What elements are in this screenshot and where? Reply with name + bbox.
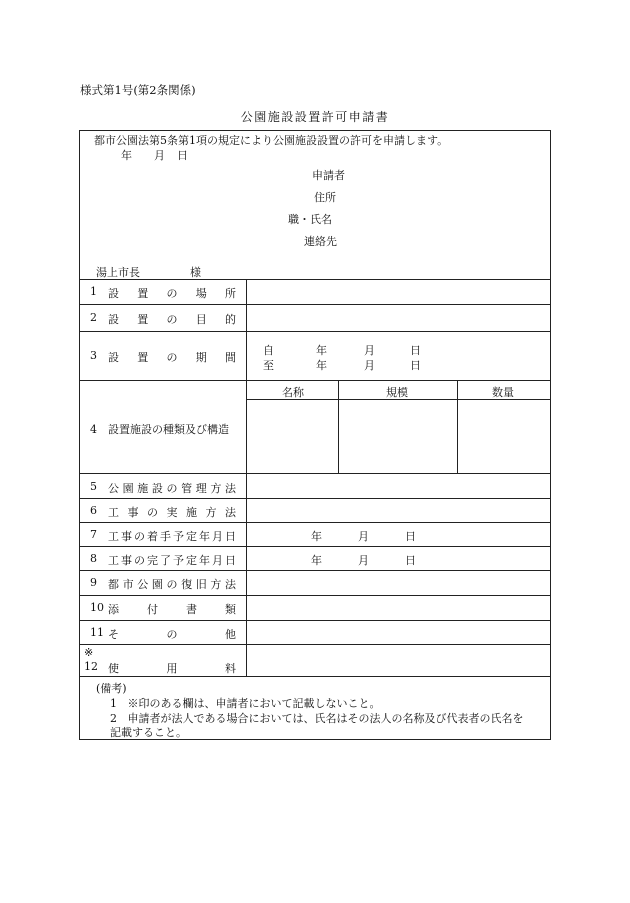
row-construction-method	[90, 504, 108, 517]
row-construction-method-label: 工 事 の 実 施 方 法	[108, 506, 236, 519]
row-management	[90, 480, 108, 493]
row-number: 8	[90, 552, 97, 565]
row-start-date	[90, 528, 108, 541]
row-other-label: そ の 他	[108, 628, 236, 641]
row-number: 9	[90, 576, 97, 589]
contact-label: 連絡先	[304, 235, 337, 248]
date-day: 日	[177, 149, 188, 162]
start-day: 日	[405, 530, 416, 543]
row-period	[90, 349, 108, 362]
note-2-continued: 記載すること。	[110, 726, 187, 739]
structure-col-name: 名称	[282, 386, 304, 399]
row-location-label: 設 置 の 場 所	[108, 287, 236, 300]
application-statement: 都市公園法第5条第1項の規定により公園施設設置の許可を申請します。	[94, 134, 449, 147]
period-from-year: 年	[316, 344, 327, 357]
period-from-day: 日	[410, 344, 421, 357]
structure-col-quantity: 数量	[492, 386, 514, 399]
document-title: 公園施設設置許可申請書	[240, 110, 390, 124]
row-attachments	[90, 601, 108, 614]
row-number: 11	[90, 626, 104, 639]
addressee-honorific: 様	[190, 266, 201, 279]
row-number: 5	[90, 480, 97, 493]
row-number: 1	[90, 285, 97, 298]
end-year: 年	[311, 554, 322, 567]
row-restoration	[90, 576, 108, 589]
row-number: 12	[84, 660, 98, 673]
end-month: 月	[358, 554, 369, 567]
row-number: 6	[90, 504, 97, 517]
period-to: 至	[263, 359, 274, 372]
row-restoration-label: 都 市 公 園 の 復 旧 方 法	[108, 578, 236, 591]
structure-col-scale: 規模	[386, 386, 408, 399]
row-purpose-label: 設 置 の 目 的	[108, 313, 236, 326]
row-period-label: 設 置 の 期 間	[108, 351, 236, 364]
row-management-label: 公 園 施 設 の 管 理 方 法	[108, 482, 236, 495]
period-from-month: 月	[364, 344, 375, 357]
row-purpose	[90, 311, 108, 324]
note-1: 1 ※印のある欄は、申請者において記載しないこと。	[110, 697, 381, 710]
row-fee-label: 使 用 料	[108, 662, 236, 675]
notes-heading: (備考)	[96, 682, 127, 695]
end-day: 日	[405, 554, 416, 567]
row-start-date-label: 工 事 の 着 手 予 定 年 月 日	[108, 530, 236, 543]
office-use-mark: ※	[84, 646, 94, 659]
start-year: 年	[311, 530, 322, 543]
date-year: 年	[121, 149, 132, 162]
start-month: 月	[358, 530, 369, 543]
row-number: 10	[90, 601, 104, 614]
row-structure	[90, 421, 229, 437]
row-end-date	[90, 552, 108, 565]
row-fee	[84, 660, 102, 673]
row-structure-label: 設置施設の種類及び構造	[108, 423, 229, 436]
name-label: 職・氏名	[288, 213, 332, 226]
form-code: 様式第1号(第2条関係)	[80, 83, 196, 97]
row-location	[90, 285, 108, 298]
row-number: 7	[90, 528, 97, 541]
date-month: 月	[154, 149, 165, 162]
address-label: 住所	[314, 191, 336, 204]
period-to-day: 日	[410, 359, 421, 372]
row-end-date-label: 工 事 の 完 了 予 定 年 月 日	[108, 554, 236, 567]
row-attachments-label: 添 付 書 類	[108, 603, 236, 616]
period-from: 自	[263, 344, 274, 357]
applicant-label: 申請者	[312, 169, 345, 182]
row-other	[90, 626, 108, 639]
row-number: 3	[90, 349, 97, 362]
row-number: 4	[90, 423, 97, 436]
period-to-year: 年	[316, 359, 327, 372]
row-number: 2	[90, 311, 97, 324]
note-2: 2 申請者が法人である場合においては、氏名はその法人の名称及び代表者の氏名を	[110, 712, 524, 725]
addressee: 湯上市長	[96, 266, 140, 279]
period-to-month: 月	[364, 359, 375, 372]
